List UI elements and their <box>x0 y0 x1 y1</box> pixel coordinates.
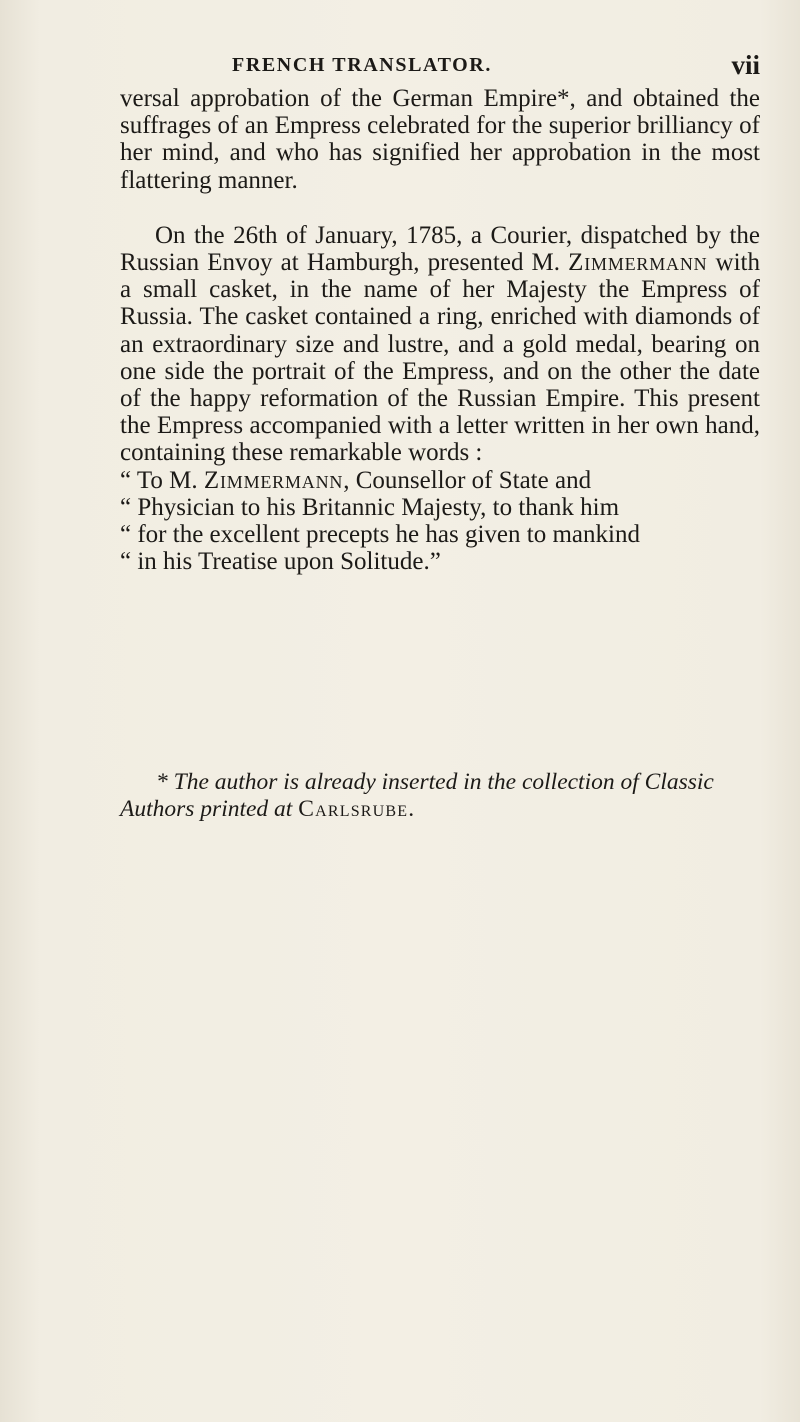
paragraph-gap <box>120 194 760 222</box>
main-text <box>120 85 760 575</box>
paragraph-2-text-a: On the 26th of January, 1785, a Courier, dispatched by the Russian Envoy at Hamburgh, presented M. <box>120 221 760 277</box>
quote-line-3: “ for the excellent precepts he has given to mankind <box>120 521 640 549</box>
paragraph-1: versal approbation of the German Empire*, and obtained the suffrages of an Empress celebrated for the superior brilliancy of her mind, and who has signified her approbation in the most flattering manner. <box>120 85 760 194</box>
footnote-body: * The author is already inserted in the collection of Classic Authors printed at <box>120 769 714 822</box>
page-number: vii <box>731 50 760 80</box>
footnote-text <box>120 769 765 823</box>
quote-line-2: “ Physician to his Britannic Majesty, to thank him <box>120 493 620 521</box>
paragraph-2 <box>120 222 760 467</box>
footnote-place: Carlsrube. <box>298 796 416 822</box>
page-header <box>120 50 760 84</box>
footnote <box>120 769 765 823</box>
quote-line-1 <box>120 467 760 494</box>
quote-line-1-end: , Counsellor of State and <box>343 466 592 494</box>
quote-line-1-start: “ To M. <box>120 466 204 494</box>
running-title: FRENCH TRANSLATOR. <box>232 54 492 76</box>
paragraph-2-text-b: with a small casket, in the name of her Majesty the Empress of Russia. The casket contained a ring, enriched with diamonds of an extraordinary size and lustre, and a gold medal, bearing on one side the portrait of the Empress, and on the other the date of the happy reformation of the Russian Empire. This present the Empress accompanied with a letter written in her own hand, containing these remarkable words : <box>120 249 760 467</box>
person-name: Zimmermann <box>568 249 708 277</box>
quote-line-4: “ in his Treatise upon Solitude.” <box>120 548 441 576</box>
quote-person-name: Zimmermann <box>203 466 344 494</box>
